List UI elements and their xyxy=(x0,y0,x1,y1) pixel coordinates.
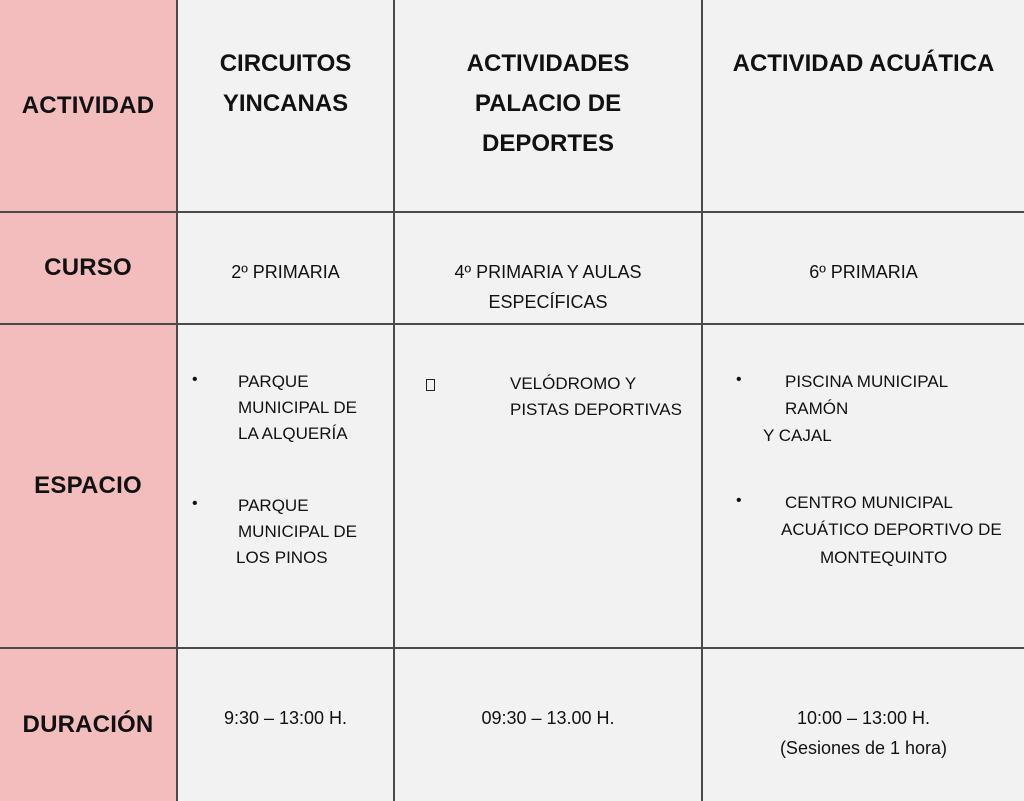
column-header-palacio xyxy=(395,0,703,213)
header-line: PALACIO DE xyxy=(474,90,622,117)
curso-line: 6º PRIMARIA xyxy=(809,262,918,282)
espacio-cell-acuatica xyxy=(703,325,1024,649)
row-label-espacio xyxy=(0,325,178,649)
missing-glyph-box-icon xyxy=(426,379,435,391)
column-header-circuitos xyxy=(178,0,395,213)
duracion-line: 10:00 – 13:00 H. xyxy=(796,708,931,728)
curso-cell-acuatica xyxy=(703,213,1024,325)
curso-line: ESPECÍFICAS xyxy=(488,292,608,312)
espacio-line: MUNICIPAL DE xyxy=(238,398,358,417)
bullet: • xyxy=(736,371,742,388)
espacio-line: LOS PINOS xyxy=(236,548,328,567)
espacio-line: MONTEQUINTO xyxy=(820,548,948,567)
header-line: ACTIVIDAD ACUÁTICA xyxy=(732,50,995,77)
espacio-line: MUNICIPAL DE xyxy=(238,522,358,541)
duracion-cell-circuitos xyxy=(178,649,395,801)
header-line: YINCANAS xyxy=(222,90,349,117)
header-line: DEPORTES xyxy=(481,130,615,157)
espacio-line: LA ALQUERÍA xyxy=(238,424,348,443)
espacio-line: CENTRO MUNICIPAL xyxy=(785,493,953,512)
espacio-line: Y CAJAL xyxy=(763,426,832,445)
column-header-acuatica xyxy=(703,0,1024,213)
espacio-line: VELÓDROMO Y xyxy=(510,374,637,393)
curso-line: 2º PRIMARIA xyxy=(231,262,340,282)
header-line: ACTIVIDADES xyxy=(466,50,630,77)
bullet: • xyxy=(192,495,198,512)
curso-cell-circuitos xyxy=(178,213,395,325)
espacio-line: PARQUE xyxy=(238,372,309,391)
bullet: • xyxy=(736,492,742,509)
espacio-cell-palacio xyxy=(395,325,703,649)
row-label-text: CURSO xyxy=(44,254,132,281)
duracion-cell-acuatica xyxy=(703,649,1024,801)
espacio-line: PARQUE xyxy=(238,496,309,515)
duracion-line: (Sesiones de 1 hora) xyxy=(779,738,948,758)
row-label-duracion xyxy=(0,649,178,801)
row-label-text: ESPACIO xyxy=(34,472,142,499)
header-line: CIRCUITOS xyxy=(219,50,352,77)
bullet: • xyxy=(192,371,198,388)
row-label-curso xyxy=(0,213,178,325)
espacio-line: ACUÁTICO DEPORTIVO DE xyxy=(781,520,1002,539)
curso-line: 4º PRIMARIA Y AULAS xyxy=(454,262,642,282)
espacio-line: PISCINA MUNICIPAL xyxy=(785,372,949,391)
duracion-line: 9:30 – 13:00 H. xyxy=(223,708,348,728)
duracion-line: 09:30 – 13.00 H. xyxy=(481,708,615,728)
row-label-text: ACTIVIDAD xyxy=(21,91,155,119)
curso-cell-palacio xyxy=(395,213,703,325)
espacio-line: RAMÓN xyxy=(785,399,849,418)
row-label-actividad xyxy=(0,0,178,213)
row-label-text: DURACIÓN xyxy=(22,711,154,738)
duracion-cell-palacio xyxy=(395,649,703,801)
espacio-line: PISTAS DEPORTIVAS xyxy=(510,400,682,419)
espacio-cell-circuitos xyxy=(178,325,395,649)
